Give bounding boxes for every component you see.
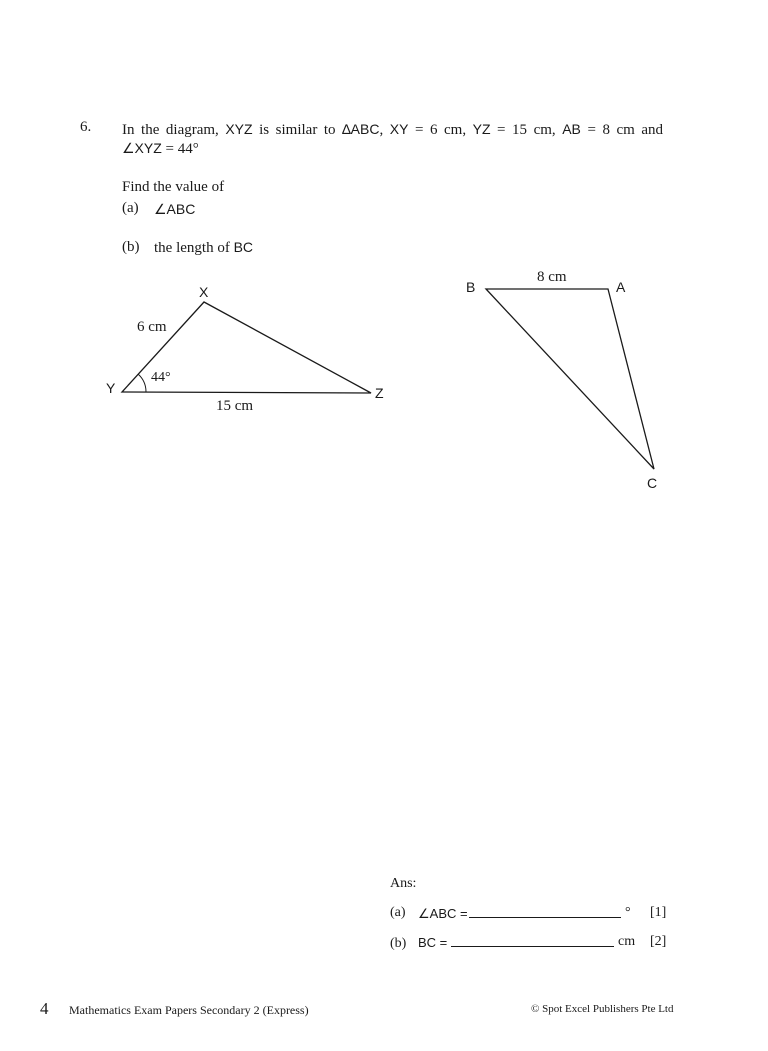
answer-b-prefix: BC = <box>418 935 448 950</box>
answer-b-marks: [2] <box>650 934 667 949</box>
publisher-credit: © Spot Excel Publishers Pte Ltd <box>531 1003 674 1015</box>
question-text: In the diagram, XYZ is similar to ∆ABC, XY = 6 cm, YZ = 15 cm, AB = 8 cm and <box>122 121 664 138</box>
vertex-a-label: A <box>616 279 626 295</box>
triangle-abc-label: ∆ABC <box>342 121 380 137</box>
vertex-b-label: B <box>466 279 476 295</box>
answer-a-blank[interactable] <box>469 904 621 918</box>
triangle-xyz-label: XYZ <box>225 121 253 137</box>
vertex-c-label: C <box>647 475 658 491</box>
page-number: 4 <box>40 999 49 1018</box>
part-b-text: the length of BC <box>154 239 254 256</box>
part-a-text: ∠ABC <box>154 201 196 217</box>
side-xy-label: 6 cm <box>137 319 167 335</box>
vertex-x-label: X <box>199 284 209 300</box>
angle-y-label: 44° <box>151 370 171 385</box>
angle-y-arc <box>138 374 146 392</box>
answer-a-unit: ° <box>625 905 631 920</box>
answer-b-blank[interactable] <box>451 933 614 947</box>
side-ab-label: 8 cm <box>537 269 567 285</box>
vertex-z-label: Z <box>375 385 384 401</box>
answer-a-marks: [1] <box>650 905 667 920</box>
answer-heading: Ans: <box>390 876 417 891</box>
answer-a-prefix: ∠ABC = <box>418 906 468 921</box>
answer-b-unit: cm <box>618 934 636 949</box>
find-instruction: Find the value of <box>122 179 225 195</box>
answer-row-b: (b) <box>390 936 407 951</box>
answer-row-a: (a) <box>390 905 406 920</box>
side-yz-label: 15 cm <box>216 398 254 414</box>
vertex-y-label: Y <box>106 380 116 396</box>
question-number: 6. <box>80 119 92 135</box>
part-a-label: (a) <box>122 200 139 216</box>
book-title: Mathematics Exam Papers Secondary 2 (Express) <box>69 1003 309 1017</box>
triangle-abc-outline <box>486 289 654 469</box>
question-angle-line: ∠XYZ = 44° <box>122 140 199 157</box>
triangle-abc <box>486 289 654 469</box>
part-b-label: (b) <box>122 239 140 255</box>
